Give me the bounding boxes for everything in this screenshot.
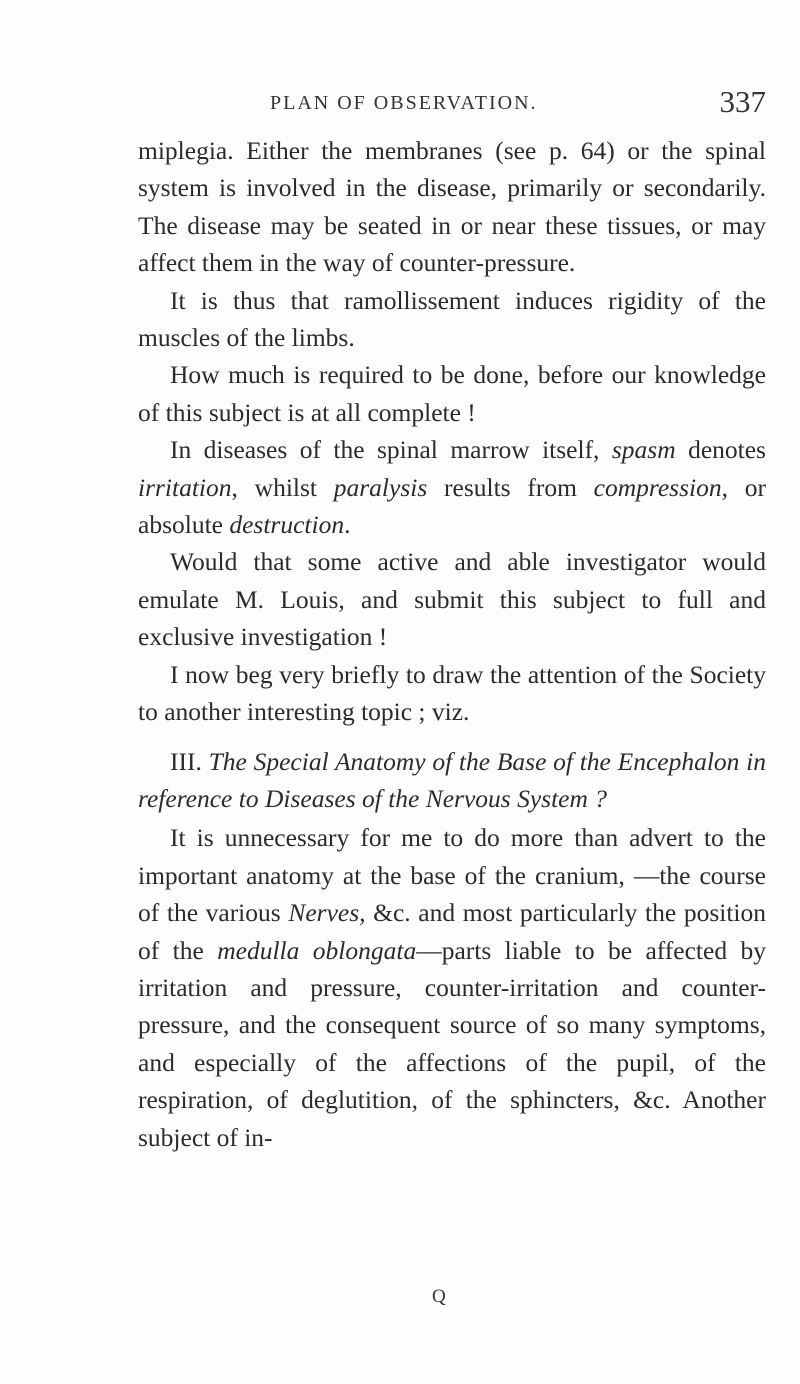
- p4-text-a: In diseases of the spinal marrow itself,: [170, 435, 612, 465]
- paragraph-1: miplegia. Either the membranes (see p. 64) or the spinal system is involved in the disease, primarily or secondarily. The disease may be seated in or near these tissues, or may affect them in the way of counter-pressure.: [138, 136, 766, 278]
- paragraph-5: Would that some active and able investigator would emulate M. Louis, and submit this subject to full and exclusive investigation !: [138, 547, 766, 652]
- body-text: [138, 132, 766, 1156]
- paragraph-4: [138, 431, 766, 543]
- section-title: The Special Anatomy of the Base of the Encephalon in reference to Diseases of the Nervous System ?: [138, 746, 766, 813]
- p7-text-e: —parts liable to be affected by irritation and pressure, counter-irritation and counter-pressure, and the consequent source of so many symptoms, and especially of the affections of the pupil, of the respiration, of deglutition, of the sphincters, &c. Another subject of in-: [138, 935, 766, 1152]
- p4-italic-paralysis: paralysis: [333, 472, 428, 502]
- page-number: 337: [719, 84, 766, 119]
- p4-italic-spasm: spasm: [611, 435, 676, 465]
- page-header: [150, 84, 790, 124]
- p7-italic-nerves: Nerves,: [288, 898, 366, 928]
- paragraph-3: How much is required to be done, before our knowledge of this subject is at all complete !: [138, 360, 766, 427]
- p7-italic-medulla: medulla oblongata: [217, 935, 417, 965]
- paragraph-7: [138, 819, 766, 1156]
- paragraph-2: It is thus that ramollissement induces rigidity of the muscles of the limbs.: [138, 285, 766, 353]
- p4-text-g: results from: [427, 472, 594, 502]
- running-head: PLAN OF OBSERVATION.: [270, 92, 538, 114]
- p4-italic-irritation: irritation: [138, 472, 232, 502]
- section-numeral: III.: [170, 746, 209, 776]
- p4-text-i: , or absolute: [138, 472, 766, 540]
- p4-text-e: , whilst: [231, 472, 334, 502]
- p7-text-c: &c. and most particularly the position of the: [138, 898, 766, 965]
- section-heading: [138, 743, 766, 818]
- p7-text-a: It is unnecessary for me to do more than advert to the important anatomy at the base of the cranium, —the course of the various: [138, 823, 766, 928]
- p4-italic-destruction: destruction: [229, 510, 345, 540]
- signature-mark: Q: [432, 1286, 446, 1307]
- p4-text-c: denotes: [675, 435, 766, 465]
- p4-italic-compression: compression: [593, 472, 722, 502]
- p4-text-k: .: [344, 510, 351, 540]
- paragraph-6: I now beg very briefly to draw the attention of the Society to another interesting topic ; viz.: [138, 659, 766, 727]
